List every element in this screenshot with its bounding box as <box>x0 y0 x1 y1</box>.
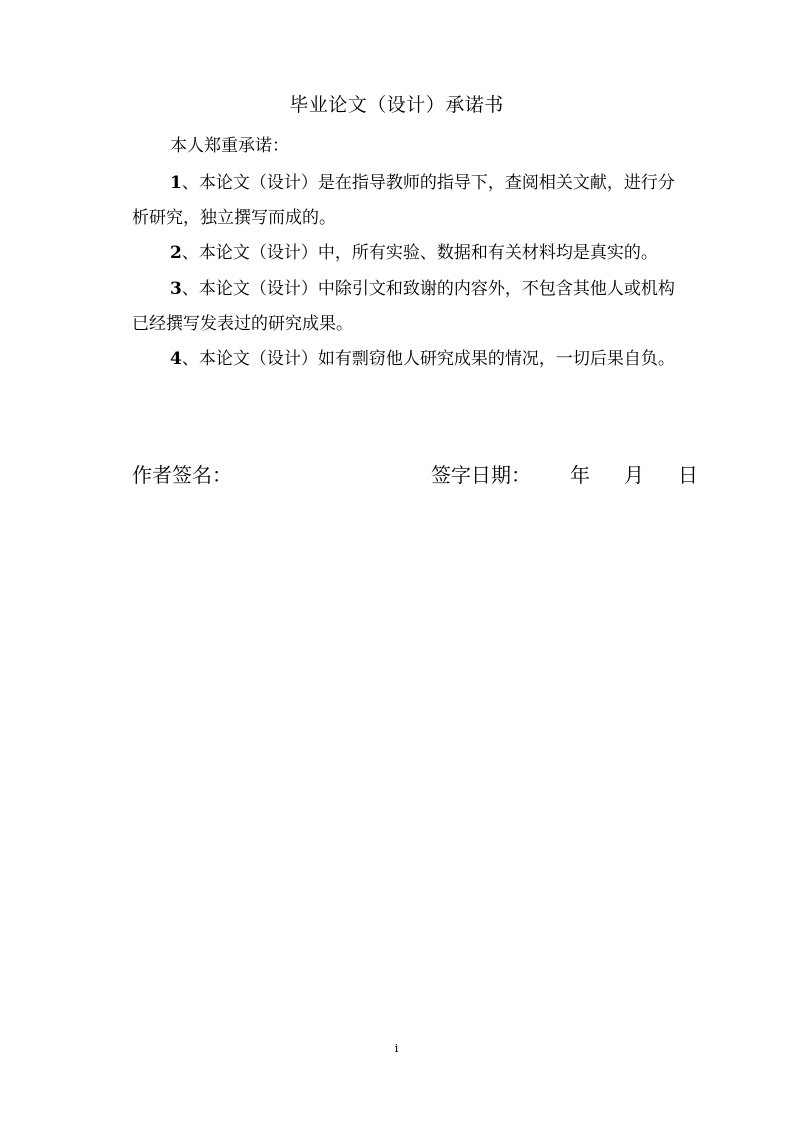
commitment-line <box>132 272 722 307</box>
commitment-line <box>132 342 722 377</box>
signature-date-label: 签字日期： <box>431 463 531 487</box>
item-text: 、本论文（设计）中，所有实验、数据和有关材料均是真实的。 <box>181 243 658 263</box>
item-text: 、本论文（设计）如有剽窃他人研究成果的情况，一切后果自负。 <box>181 349 675 369</box>
item-number: 2 <box>170 243 182 263</box>
item-number: 3 <box>170 279 182 299</box>
commitment-item-4 <box>132 342 722 377</box>
author-signature-label: 作者签名： <box>132 463 232 487</box>
commitment-item-1 <box>132 166 722 236</box>
day-label: 日 <box>678 463 698 487</box>
commitment-line <box>132 166 722 201</box>
commitment-item-3 <box>132 272 722 342</box>
month-label: 月 <box>624 463 644 487</box>
item-text: 、本论文（设计）中除引文和致谢的内容外，不包含其他人或机构 <box>181 279 675 299</box>
item-text: 、本论文（设计）是在指导教师的指导下，查阅相关文献，进行分 <box>181 173 675 193</box>
item-number: 4 <box>170 349 182 369</box>
document-title: 毕业论文（设计）承诺书 <box>289 94 504 116</box>
year-label: 年 <box>570 463 590 487</box>
intro-statement: 本人郑重承诺： <box>170 136 289 156</box>
signature-row <box>0 459 793 491</box>
page-number: i <box>394 1042 399 1055</box>
commitment-line <box>132 236 722 271</box>
item-number: 1 <box>170 173 182 193</box>
commitment-line: 已经撰写发表过的研究成果。 <box>132 314 353 334</box>
commitment-line: 析研究，独立撰写而成的。 <box>132 208 336 228</box>
commitment-item-2 <box>132 236 722 271</box>
